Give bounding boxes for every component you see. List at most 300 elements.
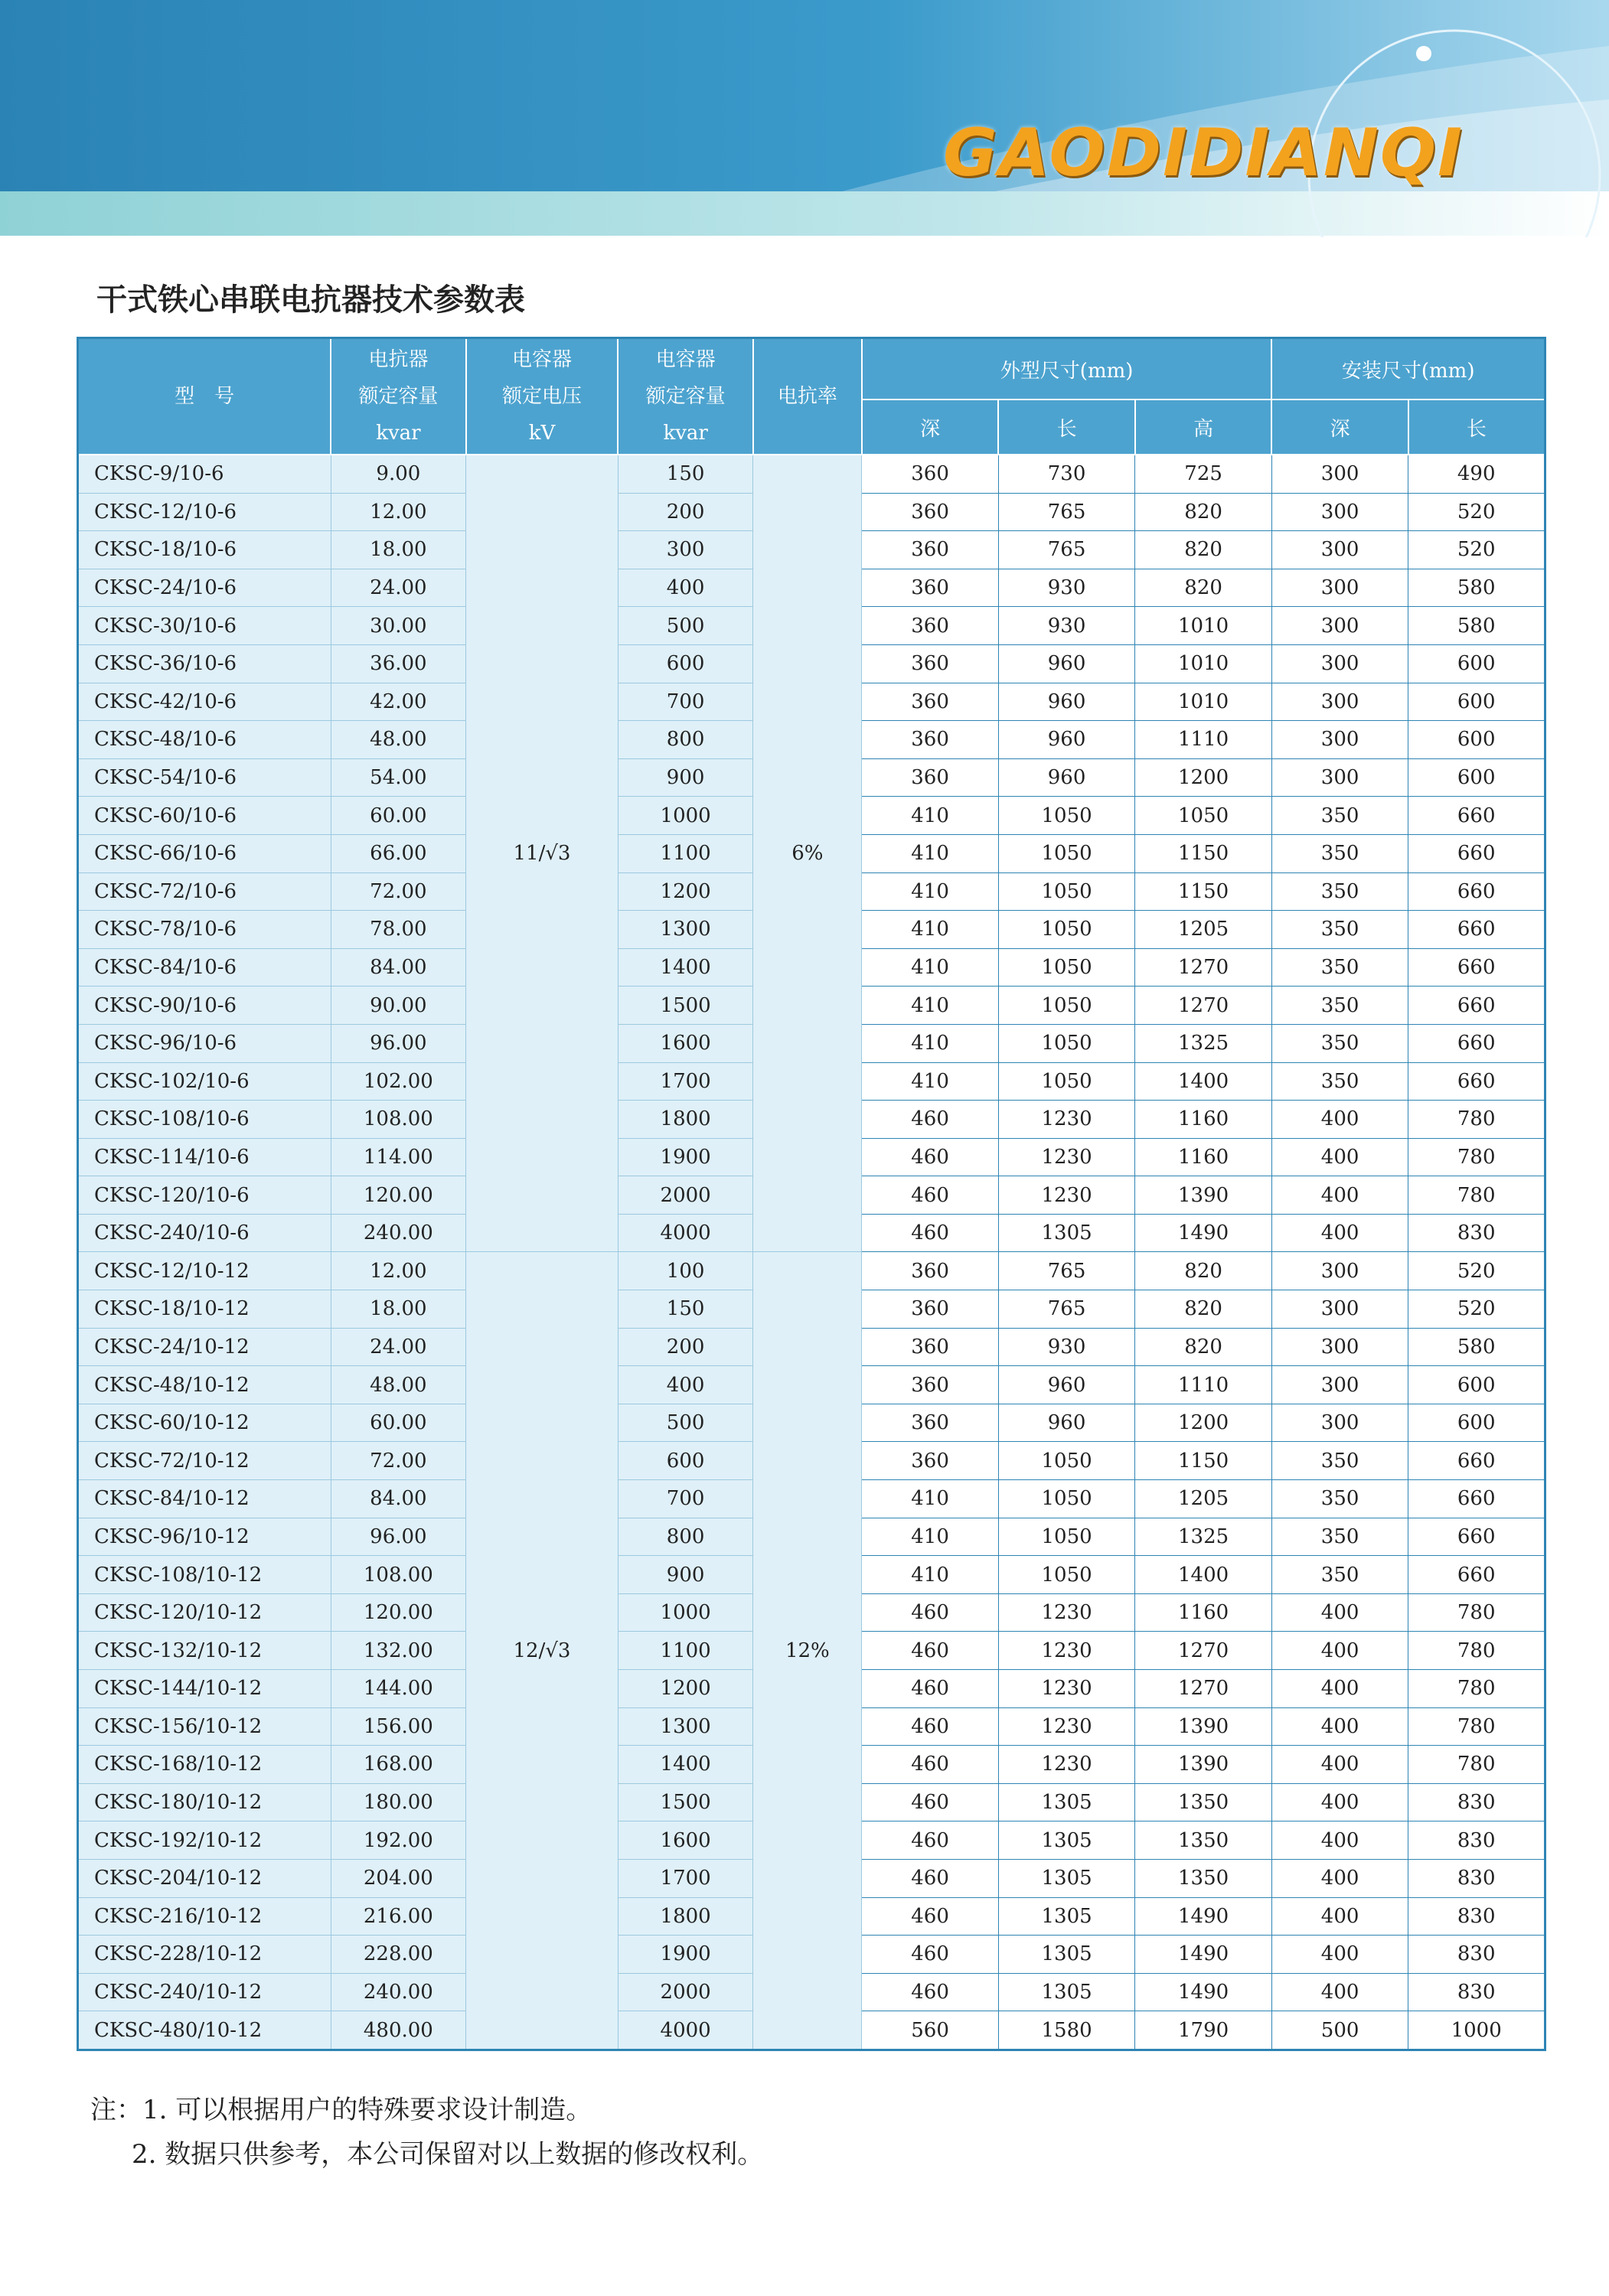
- header-cap-voltage-l2: 额定电压: [501, 385, 582, 408]
- install-depth-cell: 350: [1271, 1556, 1408, 1594]
- header-install-length: 长: [1408, 400, 1545, 455]
- outline-length-cell: 1050: [998, 911, 1135, 949]
- install-length-cell: 830: [1408, 1897, 1545, 1936]
- cap-rating-cell: 1600: [618, 1821, 752, 1860]
- outline-height-cell: 1160: [1135, 1138, 1272, 1176]
- install-depth-cell: 400: [1271, 1670, 1408, 1708]
- header-cap-voltage: [466, 338, 618, 455]
- reactor-rating-cell: 24.00: [331, 569, 465, 607]
- model-cell: CKSC-168/10-12: [78, 1746, 331, 1784]
- header-cap-voltage-unit: kV: [528, 422, 556, 445]
- install-depth-cell: 400: [1271, 1214, 1408, 1252]
- reactor-rating-cell: 60.00: [331, 1404, 465, 1442]
- reactor-rating-cell: 108.00: [331, 1556, 465, 1594]
- outline-depth-cell: 460: [862, 1632, 999, 1670]
- cap-rating-cell: 1400: [618, 948, 752, 987]
- install-depth-cell: 300: [1271, 1328, 1408, 1366]
- cap-rating-cell: 800: [618, 1518, 752, 1556]
- install-length-cell: 830: [1408, 1783, 1545, 1821]
- reactor-rating-cell: 228.00: [331, 1936, 465, 1974]
- outline-depth-cell: 410: [862, 872, 999, 911]
- install-depth-cell: 400: [1271, 1632, 1408, 1670]
- install-length-cell: 660: [1408, 1480, 1545, 1518]
- install-depth-cell: 400: [1271, 1593, 1408, 1632]
- install-length-cell: 660: [1408, 911, 1545, 949]
- model-cell: CKSC-180/10-12: [78, 1783, 331, 1821]
- model-cell: CKSC-120/10-12: [78, 1593, 331, 1632]
- reactor-rating-cell: 102.00: [331, 1062, 465, 1101]
- model-cell: CKSC-72/10-6: [78, 872, 331, 911]
- reactor-rating-cell: 180.00: [331, 1783, 465, 1821]
- outline-length-cell: 960: [998, 644, 1135, 683]
- outline-height-cell: 1200: [1135, 1404, 1272, 1442]
- install-depth-cell: 350: [1271, 948, 1408, 987]
- header-reactor-rating-l1: 电抗器: [368, 348, 429, 371]
- cap-rating-cell: 1700: [618, 1062, 752, 1101]
- header-outline-depth: 深: [862, 400, 999, 455]
- install-length-cell: 600: [1408, 683, 1545, 721]
- outline-length-cell: 960: [998, 1404, 1135, 1442]
- outline-length-cell: 1050: [998, 1062, 1135, 1101]
- outline-height-cell: 1790: [1135, 2011, 1272, 2050]
- install-length-cell: 580: [1408, 607, 1545, 645]
- install-depth-cell: 300: [1271, 721, 1408, 759]
- outline-length-cell: 1050: [998, 1480, 1135, 1518]
- outline-depth-cell: 410: [862, 911, 999, 949]
- outline-height-cell: 1050: [1135, 797, 1272, 835]
- model-cell: CKSC-60/10-12: [78, 1404, 331, 1442]
- cap-rating-cell: 100: [618, 1252, 752, 1290]
- outline-height-cell: 1390: [1135, 1746, 1272, 1784]
- install-depth-cell: 400: [1271, 1176, 1408, 1215]
- outline-length-cell: 1580: [998, 2011, 1135, 2050]
- install-length-cell: 780: [1408, 1101, 1545, 1139]
- install-length-cell: 520: [1408, 1252, 1545, 1290]
- install-depth-cell: 400: [1271, 1746, 1408, 1784]
- outline-depth-cell: 460: [862, 1670, 999, 1708]
- install-length-cell: 780: [1408, 1746, 1545, 1784]
- reactor-rating-cell: 12.00: [331, 493, 465, 531]
- outline-depth-cell: 360: [862, 1366, 999, 1404]
- cap-rating-cell: 900: [618, 758, 752, 797]
- outline-length-cell: 1305: [998, 1973, 1135, 2011]
- reactor-rating-cell: 54.00: [331, 758, 465, 797]
- install-depth-cell: 400: [1271, 1707, 1408, 1746]
- outline-depth-cell: 410: [862, 1062, 999, 1101]
- install-length-cell: 490: [1408, 455, 1545, 493]
- reactor-rating-cell: 72.00: [331, 1442, 465, 1480]
- outline-height-cell: 1270: [1135, 1632, 1272, 1670]
- install-length-cell: 580: [1408, 1328, 1545, 1366]
- install-depth-cell: 500: [1271, 2011, 1408, 2050]
- outline-depth-cell: 460: [862, 1783, 999, 1821]
- reactor-rating-cell: 48.00: [331, 1366, 465, 1404]
- header-model: 型 号: [78, 338, 331, 455]
- model-cell: CKSC-72/10-12: [78, 1442, 331, 1480]
- install-length-cell: 830: [1408, 1214, 1545, 1252]
- outline-depth-cell: 460: [862, 1746, 999, 1784]
- install-depth-cell: 400: [1271, 1783, 1408, 1821]
- header-cap-rating: [618, 338, 752, 455]
- cap-rating-cell: 500: [618, 607, 752, 645]
- outline-length-cell: 960: [998, 683, 1135, 721]
- reactor-rating-cell: 240.00: [331, 1214, 465, 1252]
- header-install-dims: 安装尺寸(mm): [1271, 338, 1545, 400]
- outline-length-cell: 1230: [998, 1707, 1135, 1746]
- model-cell: CKSC-240/10-12: [78, 1973, 331, 2011]
- outline-length-cell: 1305: [998, 1897, 1135, 1936]
- install-depth-cell: 350: [1271, 872, 1408, 911]
- cap-rating-cell: 600: [618, 1442, 752, 1480]
- install-depth-cell: 300: [1271, 607, 1408, 645]
- outline-depth-cell: 360: [862, 1290, 999, 1329]
- reactor-rating-cell: 18.00: [331, 531, 465, 569]
- cap-rating-cell: 1900: [618, 1138, 752, 1176]
- reactor-rating-cell: 204.00: [331, 1859, 465, 1897]
- outline-length-cell: 1050: [998, 1442, 1135, 1480]
- outline-height-cell: 820: [1135, 1252, 1272, 1290]
- outline-depth-cell: 460: [862, 1138, 999, 1176]
- reactor-rating-cell: 156.00: [331, 1707, 465, 1746]
- install-depth-cell: 350: [1271, 1024, 1408, 1062]
- outline-height-cell: 820: [1135, 493, 1272, 531]
- outline-depth-cell: 360: [862, 569, 999, 607]
- install-length-cell: 830: [1408, 1973, 1545, 2011]
- outline-height-cell: 820: [1135, 1290, 1272, 1329]
- outline-length-cell: 960: [998, 1366, 1135, 1404]
- cap-rating-cell: 500: [618, 1404, 752, 1442]
- model-cell: CKSC-114/10-6: [78, 1138, 331, 1176]
- install-depth-cell: 400: [1271, 1101, 1408, 1139]
- model-cell: CKSC-24/10-6: [78, 569, 331, 607]
- reactor-rating-cell: 9.00: [331, 455, 465, 493]
- install-length-cell: 660: [1408, 948, 1545, 987]
- install-depth-cell: 300: [1271, 1404, 1408, 1442]
- cap-rating-cell: 4000: [618, 2011, 752, 2050]
- outline-length-cell: 930: [998, 569, 1135, 607]
- cap-rating-cell: 1400: [618, 1746, 752, 1784]
- outline-height-cell: 1350: [1135, 1859, 1272, 1897]
- outline-length-cell: 1230: [998, 1101, 1135, 1139]
- install-depth-cell: 300: [1271, 493, 1408, 531]
- install-length-cell: 1000: [1408, 2011, 1545, 2050]
- install-length-cell: 520: [1408, 1290, 1545, 1329]
- outline-length-cell: 1050: [998, 1518, 1135, 1556]
- reactor-rating-cell: 240.00: [331, 1973, 465, 2011]
- model-cell: CKSC-48/10-6: [78, 721, 331, 759]
- cap-rating-cell: 1800: [618, 1897, 752, 1936]
- install-length-cell: 600: [1408, 1404, 1545, 1442]
- install-depth-cell: 350: [1271, 1518, 1408, 1556]
- install-length-cell: 830: [1408, 1936, 1545, 1974]
- model-cell: CKSC-96/10-6: [78, 1024, 331, 1062]
- reactor-rating-cell: 66.00: [331, 834, 465, 872]
- install-length-cell: 660: [1408, 1062, 1545, 1101]
- model-cell: CKSC-132/10-12: [78, 1632, 331, 1670]
- model-cell: CKSC-192/10-12: [78, 1821, 331, 1860]
- cap-rating-cell: 2000: [618, 1973, 752, 2011]
- cap-rating-cell: 1200: [618, 1670, 752, 1708]
- cap-rating-cell: 1200: [618, 872, 752, 911]
- outline-length-cell: 765: [998, 531, 1135, 569]
- outline-length-cell: 1050: [998, 797, 1135, 835]
- install-depth-cell: 300: [1271, 1252, 1408, 1290]
- outline-length-cell: 1050: [998, 1024, 1135, 1062]
- outline-length-cell: 1305: [998, 1214, 1135, 1252]
- model-cell: CKSC-36/10-6: [78, 644, 331, 683]
- model-cell: CKSC-66/10-6: [78, 834, 331, 872]
- outline-length-cell: 1230: [998, 1746, 1135, 1784]
- install-depth-cell: 350: [1271, 911, 1408, 949]
- cap-rating-cell: 300: [618, 531, 752, 569]
- install-length-cell: 660: [1408, 872, 1545, 911]
- reactor-rating-cell: 90.00: [331, 987, 465, 1025]
- reactor-rating-cell: 114.00: [331, 1138, 465, 1176]
- install-depth-cell: 300: [1271, 644, 1408, 683]
- outline-height-cell: 1270: [1135, 948, 1272, 987]
- outline-height-cell: 725: [1135, 455, 1272, 493]
- outline-depth-cell: 460: [862, 1859, 999, 1897]
- table-row: [78, 1252, 1545, 1290]
- model-cell: CKSC-96/10-12: [78, 1518, 331, 1556]
- outline-depth-cell: 360: [862, 493, 999, 531]
- outline-length-cell: 930: [998, 607, 1135, 645]
- reactor-rating-cell: 84.00: [331, 1480, 465, 1518]
- reactor-rating-cell: 60.00: [331, 797, 465, 835]
- install-depth-cell: 350: [1271, 797, 1408, 835]
- cap-voltage-cell: 12/√3: [466, 1252, 618, 2050]
- outline-depth-cell: 560: [862, 2011, 999, 2050]
- outline-depth-cell: 360: [862, 721, 999, 759]
- model-cell: CKSC-156/10-12: [78, 1707, 331, 1746]
- cap-voltage-cell: 11/√3: [466, 455, 618, 1252]
- model-cell: CKSC-18/10-12: [78, 1290, 331, 1329]
- outline-height-cell: 1010: [1135, 683, 1272, 721]
- model-cell: CKSC-30/10-6: [78, 607, 331, 645]
- cap-rating-cell: 1000: [618, 797, 752, 835]
- outline-depth-cell: 410: [862, 1518, 999, 1556]
- outline-depth-cell: 360: [862, 455, 999, 493]
- header-reactance-rate: 电抗率: [753, 338, 862, 455]
- outline-height-cell: 1325: [1135, 1024, 1272, 1062]
- header-outline-length: 长: [998, 400, 1135, 455]
- outline-depth-cell: 460: [862, 1593, 999, 1632]
- reactor-rating-cell: 216.00: [331, 1897, 465, 1936]
- model-cell: CKSC-12/10-12: [78, 1252, 331, 1290]
- install-depth-cell: 400: [1271, 1936, 1408, 1974]
- outline-length-cell: 765: [998, 1252, 1135, 1290]
- reactor-rating-cell: 12.00: [331, 1252, 465, 1290]
- reactor-rating-cell: 42.00: [331, 683, 465, 721]
- outline-height-cell: 1400: [1135, 1062, 1272, 1101]
- install-length-cell: 780: [1408, 1138, 1545, 1176]
- outline-depth-cell: 460: [862, 1897, 999, 1936]
- reactor-rating-cell: 480.00: [331, 2011, 465, 2050]
- cap-rating-cell: 700: [618, 683, 752, 721]
- outline-height-cell: 1350: [1135, 1821, 1272, 1860]
- reactor-rating-cell: 30.00: [331, 607, 465, 645]
- header-outline-dims: 外型尺寸(mm): [862, 338, 1272, 400]
- outline-depth-cell: 460: [862, 1936, 999, 1974]
- outline-height-cell: 1490: [1135, 1897, 1272, 1936]
- cap-rating-cell: 1900: [618, 1936, 752, 1974]
- cap-rating-cell: 400: [618, 1366, 752, 1404]
- outline-depth-cell: 460: [862, 1176, 999, 1215]
- header-cap-rating-l2: 额定容量: [645, 385, 726, 408]
- outline-height-cell: 820: [1135, 569, 1272, 607]
- outline-depth-cell: 410: [862, 1024, 999, 1062]
- install-depth-cell: 400: [1271, 1821, 1408, 1860]
- reactance-rate-cell: 12%: [753, 1252, 862, 2050]
- install-depth-cell: 400: [1271, 1859, 1408, 1897]
- outline-length-cell: 1050: [998, 872, 1135, 911]
- outline-depth-cell: 460: [862, 1214, 999, 1252]
- install-length-cell: 660: [1408, 987, 1545, 1025]
- install-depth-cell: 300: [1271, 569, 1408, 607]
- reactor-rating-cell: 72.00: [331, 872, 465, 911]
- reactor-rating-cell: 48.00: [331, 721, 465, 759]
- outline-depth-cell: 460: [862, 1707, 999, 1746]
- install-depth-cell: 300: [1271, 758, 1408, 797]
- install-length-cell: 600: [1408, 721, 1545, 759]
- reactance-rate-cell: 6%: [753, 455, 862, 1252]
- header-reactor-rating-unit: kvar: [376, 422, 421, 445]
- outline-length-cell: 765: [998, 1290, 1135, 1329]
- install-depth-cell: 300: [1271, 455, 1408, 493]
- reactor-rating-cell: 168.00: [331, 1746, 465, 1784]
- cap-rating-cell: 2000: [618, 1176, 752, 1215]
- install-length-cell: 600: [1408, 1366, 1545, 1404]
- outline-height-cell: 1390: [1135, 1176, 1272, 1215]
- install-depth-cell: 350: [1271, 1442, 1408, 1480]
- model-cell: CKSC-42/10-6: [78, 683, 331, 721]
- outline-length-cell: 1050: [998, 948, 1135, 987]
- outline-height-cell: 1350: [1135, 1783, 1272, 1821]
- cap-rating-cell: 1300: [618, 1707, 752, 1746]
- outline-length-cell: 1305: [998, 1936, 1135, 1974]
- cap-rating-cell: 200: [618, 493, 752, 531]
- install-length-cell: 520: [1408, 531, 1545, 569]
- brand-logo-text: GAODIDIANQI: [942, 115, 1464, 191]
- reactor-rating-cell: 24.00: [331, 1328, 465, 1366]
- model-cell: CKSC-60/10-6: [78, 797, 331, 835]
- outline-height-cell: 1325: [1135, 1518, 1272, 1556]
- outline-depth-cell: 360: [862, 683, 999, 721]
- outline-height-cell: 820: [1135, 1328, 1272, 1366]
- cap-rating-cell: 600: [618, 644, 752, 683]
- outline-length-cell: 1230: [998, 1670, 1135, 1708]
- outline-height-cell: 1150: [1135, 834, 1272, 872]
- outline-height-cell: 1110: [1135, 1366, 1272, 1404]
- cap-rating-cell: 1700: [618, 1859, 752, 1897]
- install-length-cell: 780: [1408, 1593, 1545, 1632]
- install-length-cell: 520: [1408, 493, 1545, 531]
- cap-rating-cell: 1100: [618, 834, 752, 872]
- header-install-depth: 深: [1271, 400, 1408, 455]
- outline-length-cell: 1230: [998, 1632, 1135, 1670]
- outline-depth-cell: 360: [862, 758, 999, 797]
- header-reactor-rating-l2: 额定容量: [358, 385, 439, 408]
- outline-depth-cell: 360: [862, 644, 999, 683]
- install-length-cell: 660: [1408, 1442, 1545, 1480]
- outline-length-cell: 1230: [998, 1138, 1135, 1176]
- outline-height-cell: 1150: [1135, 1442, 1272, 1480]
- reactor-rating-cell: 84.00: [331, 948, 465, 987]
- spec-table: [77, 337, 1546, 2051]
- reactor-rating-cell: 120.00: [331, 1176, 465, 1215]
- outline-length-cell: 1305: [998, 1821, 1135, 1860]
- outline-height-cell: 1150: [1135, 872, 1272, 911]
- outline-height-cell: 1400: [1135, 1556, 1272, 1594]
- outline-height-cell: 1160: [1135, 1101, 1272, 1139]
- cap-rating-cell: 4000: [618, 1214, 752, 1252]
- outline-height-cell: 1160: [1135, 1593, 1272, 1632]
- cap-rating-cell: 1600: [618, 1024, 752, 1062]
- cap-rating-cell: 1000: [618, 1593, 752, 1632]
- model-cell: CKSC-48/10-12: [78, 1366, 331, 1404]
- outline-height-cell: 1490: [1135, 1214, 1272, 1252]
- outline-length-cell: 1305: [998, 1859, 1135, 1897]
- cap-rating-cell: 800: [618, 721, 752, 759]
- outline-length-cell: 1050: [998, 1556, 1135, 1594]
- model-cell: CKSC-120/10-6: [78, 1176, 331, 1215]
- outline-length-cell: 1305: [998, 1783, 1135, 1821]
- document-title: 干式铁心串联电抗器技术参数表: [96, 282, 525, 318]
- outline-height-cell: 1110: [1135, 721, 1272, 759]
- model-cell: CKSC-108/10-6: [78, 1101, 331, 1139]
- model-cell: CKSC-54/10-6: [78, 758, 331, 797]
- outline-length-cell: 730: [998, 455, 1135, 493]
- outline-length-cell: 765: [998, 493, 1135, 531]
- install-depth-cell: 350: [1271, 1480, 1408, 1518]
- reactor-rating-cell: 78.00: [331, 911, 465, 949]
- model-cell: CKSC-240/10-6: [78, 1214, 331, 1252]
- model-cell: CKSC-216/10-12: [78, 1897, 331, 1936]
- install-depth-cell: 400: [1271, 1897, 1408, 1936]
- outline-length-cell: 1050: [998, 834, 1135, 872]
- note-2: 2. 数据只供参考，本公司保留对以上数据的修改权利。: [132, 2139, 764, 2170]
- outline-height-cell: 1010: [1135, 644, 1272, 683]
- outline-height-cell: 1205: [1135, 911, 1272, 949]
- install-length-cell: 660: [1408, 797, 1545, 835]
- cap-rating-cell: 1300: [618, 911, 752, 949]
- model-cell: CKSC-90/10-6: [78, 987, 331, 1025]
- reactor-rating-cell: 18.00: [331, 1290, 465, 1329]
- cap-rating-cell: 1500: [618, 987, 752, 1025]
- header-reactor-rating: [331, 338, 465, 455]
- model-cell: CKSC-108/10-12: [78, 1556, 331, 1594]
- outline-depth-cell: 360: [862, 1328, 999, 1366]
- outline-length-cell: 930: [998, 1328, 1135, 1366]
- install-depth-cell: 300: [1271, 1290, 1408, 1329]
- table-body: [78, 455, 1545, 2050]
- install-length-cell: 830: [1408, 1821, 1545, 1860]
- outline-depth-cell: 410: [862, 987, 999, 1025]
- outline-depth-cell: 410: [862, 797, 999, 835]
- outline-depth-cell: 410: [862, 948, 999, 987]
- outline-height-cell: 1205: [1135, 1480, 1272, 1518]
- table-header: [78, 338, 1545, 455]
- header-cap-rating-unit: kvar: [663, 422, 708, 445]
- install-length-cell: 580: [1408, 569, 1545, 607]
- outline-depth-cell: 360: [862, 607, 999, 645]
- model-cell: CKSC-9/10-6: [78, 455, 331, 493]
- install-length-cell: 780: [1408, 1176, 1545, 1215]
- outline-length-cell: 1230: [998, 1176, 1135, 1215]
- model-cell: CKSC-84/10-12: [78, 1480, 331, 1518]
- header-banner: [0, 0, 1609, 237]
- outline-length-cell: 960: [998, 721, 1135, 759]
